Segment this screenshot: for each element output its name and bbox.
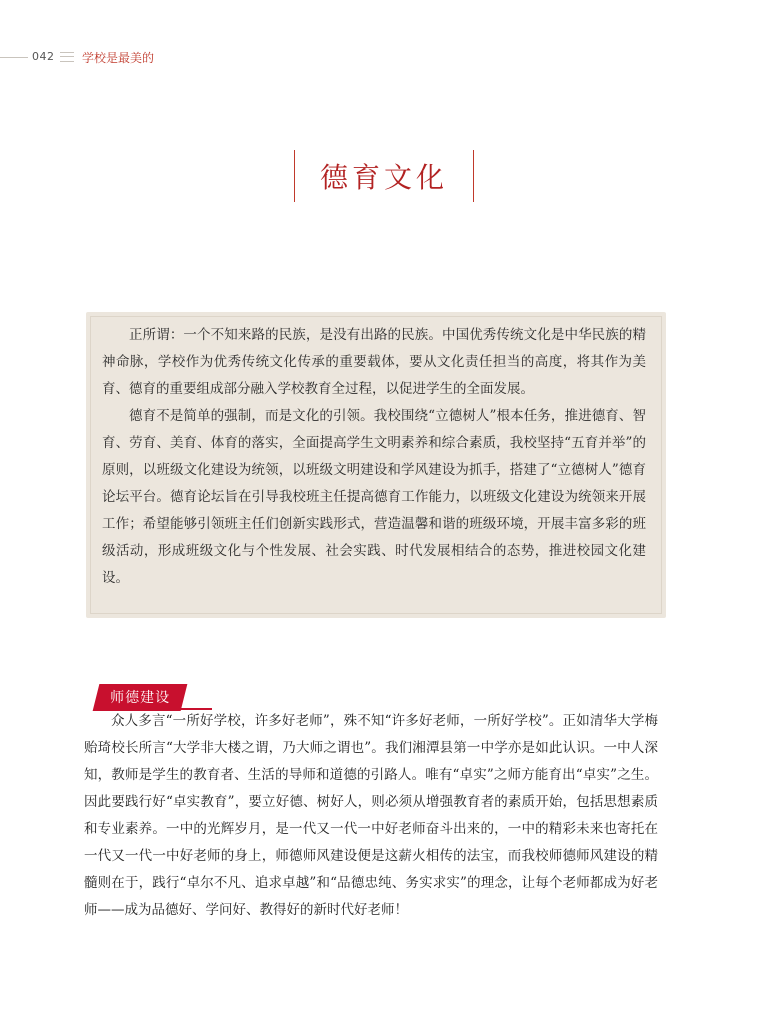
intro-box — [86, 312, 666, 618]
running-head — [0, 48, 300, 68]
section-title-block — [0, 150, 768, 202]
section-title-frame — [294, 150, 474, 202]
body-text — [84, 708, 658, 924]
subsection-heading-text: 师德建设 — [110, 690, 171, 706]
header-divider-lines — [60, 52, 74, 62]
body-paragraph: 众人多言“一所好学校，许多好老师”，殊不知“许多好老师，一所好学校”。正如清华大学梅贻琦校长所言“大学非大楼之谓，乃大师之谓也”。我们湘潭县第一中学亦是如此认识。一中人深知，教师是学生的教育者、生活的导师和道德的引路人。唯有“卓实”之师方能育出“卓实”之生。因此要践行好“卓实教育”，要立好德、树好人，则必须从增强教育者的素质开始，包括思想素质和专业素养。一中的光辉岁月，是一代又一代一中好老师奋斗出来的，一中的精彩未来也寄托在一代又一代一中好老师的身上，师德师风建设便是这薪火相传的法宝，而我校师德师风建设的精髓则在于，践行“卓尔不凡、追求卓越”和“品德忠纯、务实求实”的理念，让每个老师都成为好老师——成为品德好、学问好、教得好的新时代好老师！ — [84, 713, 658, 918]
page-number: 042 — [32, 50, 55, 63]
header-rule-left — [0, 57, 28, 58]
subsection-banner — [93, 684, 188, 711]
subsection-heading — [96, 684, 184, 711]
section-title: 德育文化 — [319, 161, 448, 194]
intro-paragraph-2: 德育不是简单的强制，而是文化的引领。我校围绕“立德树人”根本任务，推进德育、智育、劳育、美育、体育的落实，全面提高学生文明素养和综合素质，我校坚持“五育并举”的原则，以班级文化建设为统领，以班级文明建设和学风建设为抓手，搭建了“立德树人”德育论坛平台。德育论坛旨在引导我校班主任提高德育工作能力，以班级文化建设为统领来开展工作；希望能够引领班主任们创新实践形式，营造温馨和谐的班级环境，开展丰富多彩的班级活动，形成班级文化与个性发展、社会实践、时代发展相结合的态势，推进校园文化建设。 — [102, 408, 646, 586]
intro-paragraph-1: 正所谓：一个不知来路的民族，是没有出路的民族。中国优秀传统文化是中华民族的精神命脉，学校作为优秀传统文化传承的重要载体，要从文化责任担当的高度，将其作为美育、德育的重要组成部分融入学校教育全过程，以促进学生的全面发展。 — [102, 327, 646, 397]
running-title: 学校是最美的 — [82, 51, 155, 65]
